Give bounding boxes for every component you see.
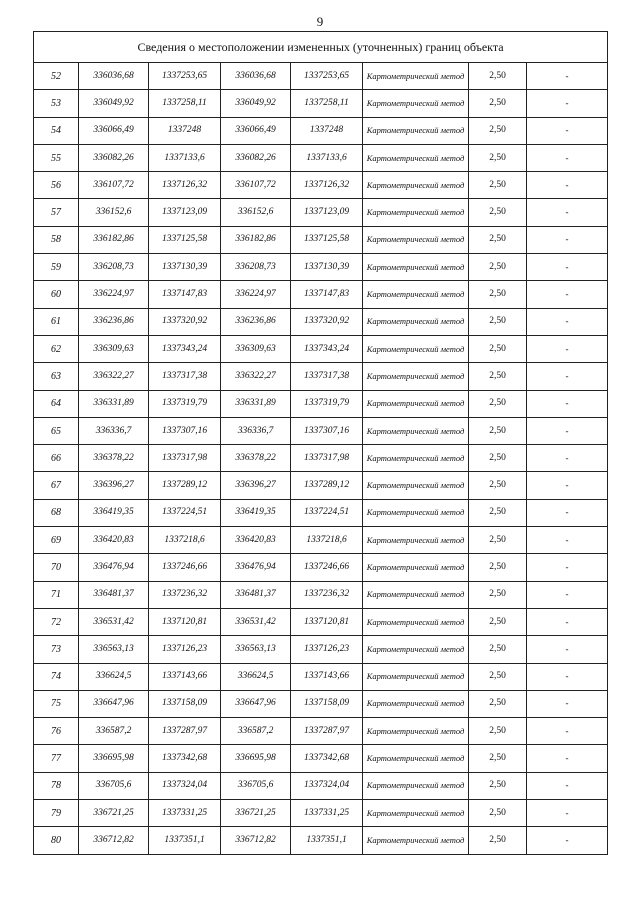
accuracy-cell: 2,50 xyxy=(469,800,527,827)
y-existing-cell: 1337331,25 xyxy=(149,800,221,827)
description-cell: - xyxy=(527,199,608,226)
accuracy-cell: 2,50 xyxy=(469,90,527,117)
table-row xyxy=(34,827,608,854)
table-row xyxy=(34,90,608,117)
x-existing-cell: 336322,27 xyxy=(79,363,149,390)
method-cell: Картометрический метод xyxy=(363,390,469,417)
y-existing-cell: 1337125,58 xyxy=(149,226,221,253)
x-existing-cell: 336208,73 xyxy=(79,254,149,281)
x-existing-cell: 336049,92 xyxy=(79,90,149,117)
description-cell: - xyxy=(527,745,608,772)
description-cell: - xyxy=(527,308,608,335)
y-existing-cell: 1337307,16 xyxy=(149,417,221,444)
y-new-cell: 1337224,51 xyxy=(291,499,363,526)
point-number-cell: 64 xyxy=(34,390,79,417)
x-existing-cell: 336309,63 xyxy=(79,335,149,362)
method-cell: Картометрический метод xyxy=(363,636,469,663)
description-cell: - xyxy=(527,527,608,554)
description-cell: - xyxy=(527,144,608,171)
x-existing-cell: 336624,5 xyxy=(79,663,149,690)
description-cell: - xyxy=(527,800,608,827)
point-number-cell: 78 xyxy=(34,772,79,799)
x-new-cell: 336476,94 xyxy=(221,554,291,581)
table-row xyxy=(34,308,608,335)
point-number-cell: 61 xyxy=(34,308,79,335)
table-row xyxy=(34,499,608,526)
y-existing-cell: 1337123,09 xyxy=(149,199,221,226)
x-new-cell: 336208,73 xyxy=(221,254,291,281)
accuracy-cell: 2,50 xyxy=(469,335,527,362)
y-new-cell: 1337343,24 xyxy=(291,335,363,362)
point-number-cell: 56 xyxy=(34,172,79,199)
y-new-cell: 1337317,98 xyxy=(291,445,363,472)
description-cell: - xyxy=(527,63,608,90)
y-new-cell: 1337126,32 xyxy=(291,172,363,199)
y-existing-cell: 1337253,65 xyxy=(149,63,221,90)
description-cell: - xyxy=(527,554,608,581)
accuracy-cell: 2,50 xyxy=(469,718,527,745)
y-new-cell: 1337236,32 xyxy=(291,581,363,608)
accuracy-cell: 2,50 xyxy=(469,608,527,635)
description-cell: - xyxy=(527,608,608,635)
table-row xyxy=(34,690,608,717)
y-existing-cell: 1337320,92 xyxy=(149,308,221,335)
accuracy-cell: 2,50 xyxy=(469,417,527,444)
method-cell: Картометрический метод xyxy=(363,800,469,827)
x-new-cell: 336378,22 xyxy=(221,445,291,472)
table-row xyxy=(34,417,608,444)
y-new-cell: 1337130,39 xyxy=(291,254,363,281)
x-new-cell: 336705,6 xyxy=(221,772,291,799)
x-existing-cell: 336481,37 xyxy=(79,581,149,608)
description-cell: - xyxy=(527,636,608,663)
table-row xyxy=(34,608,608,635)
description-cell: - xyxy=(527,499,608,526)
method-cell: Картометрический метод xyxy=(363,499,469,526)
x-existing-cell: 336224,97 xyxy=(79,281,149,308)
y-new-cell: 1337324,04 xyxy=(291,772,363,799)
method-cell: Картометрический метод xyxy=(363,417,469,444)
accuracy-cell: 2,50 xyxy=(469,472,527,499)
method-cell: Картометрический метод xyxy=(363,581,469,608)
x-new-cell: 336624,5 xyxy=(221,663,291,690)
accuracy-cell: 2,50 xyxy=(469,63,527,90)
table-row xyxy=(34,718,608,745)
method-cell: Картометрический метод xyxy=(363,472,469,499)
y-new-cell: 1337248 xyxy=(291,117,363,144)
point-number-cell: 60 xyxy=(34,281,79,308)
method-cell: Картометрический метод xyxy=(363,663,469,690)
x-existing-cell: 336695,98 xyxy=(79,745,149,772)
x-new-cell: 336152,6 xyxy=(221,199,291,226)
y-new-cell: 1337120,81 xyxy=(291,608,363,635)
y-existing-cell: 1337133,6 xyxy=(149,144,221,171)
y-existing-cell: 1337317,38 xyxy=(149,363,221,390)
description-cell: - xyxy=(527,772,608,799)
method-cell: Картометрический метод xyxy=(363,226,469,253)
description-cell: - xyxy=(527,718,608,745)
x-existing-cell: 336396,27 xyxy=(79,472,149,499)
accuracy-cell: 2,50 xyxy=(469,390,527,417)
description-cell: - xyxy=(527,281,608,308)
x-new-cell: 336420,83 xyxy=(221,527,291,554)
description-cell: - xyxy=(527,472,608,499)
point-number-cell: 54 xyxy=(34,117,79,144)
x-existing-cell: 336378,22 xyxy=(79,445,149,472)
description-cell: - xyxy=(527,390,608,417)
table-row xyxy=(34,117,608,144)
accuracy-cell: 2,50 xyxy=(469,745,527,772)
x-existing-cell: 336066,49 xyxy=(79,117,149,144)
method-cell: Картометрический метод xyxy=(363,335,469,362)
point-number-cell: 59 xyxy=(34,254,79,281)
table-row xyxy=(34,172,608,199)
x-new-cell: 336647,96 xyxy=(221,690,291,717)
y-existing-cell: 1337351,1 xyxy=(149,827,221,854)
y-new-cell: 1337287,97 xyxy=(291,718,363,745)
table-row xyxy=(34,663,608,690)
method-cell: Картометрический метод xyxy=(363,718,469,745)
x-existing-cell: 336705,6 xyxy=(79,772,149,799)
y-new-cell: 1337320,92 xyxy=(291,308,363,335)
table-row xyxy=(34,554,608,581)
point-number-cell: 77 xyxy=(34,745,79,772)
method-cell: Картометрический метод xyxy=(363,554,469,581)
y-existing-cell: 1337342,68 xyxy=(149,745,221,772)
x-existing-cell: 336082,26 xyxy=(79,144,149,171)
method-cell: Картометрический метод xyxy=(363,90,469,117)
point-number-cell: 76 xyxy=(34,718,79,745)
accuracy-cell: 2,50 xyxy=(469,690,527,717)
accuracy-cell: 2,50 xyxy=(469,226,527,253)
y-new-cell: 1337258,11 xyxy=(291,90,363,117)
accuracy-cell: 2,50 xyxy=(469,445,527,472)
point-number-cell: 70 xyxy=(34,554,79,581)
description-cell: - xyxy=(527,663,608,690)
y-new-cell: 1337158,09 xyxy=(291,690,363,717)
y-existing-cell: 1337158,09 xyxy=(149,690,221,717)
method-cell: Картометрический метод xyxy=(363,199,469,226)
accuracy-cell: 2,50 xyxy=(469,554,527,581)
description-cell: - xyxy=(527,335,608,362)
accuracy-cell: 2,50 xyxy=(469,636,527,663)
y-existing-cell: 1337130,39 xyxy=(149,254,221,281)
x-existing-cell: 336236,86 xyxy=(79,308,149,335)
table-row xyxy=(34,472,608,499)
x-new-cell: 336331,89 xyxy=(221,390,291,417)
description-cell: - xyxy=(527,581,608,608)
x-existing-cell: 336563,13 xyxy=(79,636,149,663)
table-row xyxy=(34,363,608,390)
accuracy-cell: 2,50 xyxy=(469,144,527,171)
accuracy-cell: 2,50 xyxy=(469,827,527,854)
x-new-cell: 336563,13 xyxy=(221,636,291,663)
x-new-cell: 336721,25 xyxy=(221,800,291,827)
x-new-cell: 336396,27 xyxy=(221,472,291,499)
x-new-cell: 336082,26 xyxy=(221,144,291,171)
description-cell: - xyxy=(527,226,608,253)
description-cell: - xyxy=(527,172,608,199)
method-cell: Картометрический метод xyxy=(363,772,469,799)
table-row xyxy=(34,800,608,827)
accuracy-cell: 2,50 xyxy=(469,663,527,690)
x-new-cell: 336224,97 xyxy=(221,281,291,308)
y-existing-cell: 1337343,24 xyxy=(149,335,221,362)
point-number-cell: 69 xyxy=(34,527,79,554)
y-new-cell: 1337289,12 xyxy=(291,472,363,499)
table-row xyxy=(34,335,608,362)
x-existing-cell: 336476,94 xyxy=(79,554,149,581)
table-row xyxy=(34,254,608,281)
point-number-cell: 79 xyxy=(34,800,79,827)
y-existing-cell: 1337319,79 xyxy=(149,390,221,417)
method-cell: Картометрический метод xyxy=(363,308,469,335)
point-number-cell: 65 xyxy=(34,417,79,444)
y-new-cell: 1337342,68 xyxy=(291,745,363,772)
point-number-cell: 73 xyxy=(34,636,79,663)
accuracy-cell: 2,50 xyxy=(469,199,527,226)
y-existing-cell: 1337287,97 xyxy=(149,718,221,745)
x-new-cell: 336036,68 xyxy=(221,63,291,90)
method-cell: Картометрический метод xyxy=(363,144,469,171)
x-new-cell: 336107,72 xyxy=(221,172,291,199)
y-existing-cell: 1337147,83 xyxy=(149,281,221,308)
y-new-cell: 1337218,6 xyxy=(291,527,363,554)
description-cell: - xyxy=(527,417,608,444)
description-cell: - xyxy=(527,117,608,144)
y-new-cell: 1337351,1 xyxy=(291,827,363,854)
accuracy-cell: 2,50 xyxy=(469,772,527,799)
table-title: Сведения о местоположении измененных (уточненных) границ объекта xyxy=(34,32,608,63)
x-existing-cell: 336420,83 xyxy=(79,527,149,554)
y-existing-cell: 1337248 xyxy=(149,117,221,144)
table-row xyxy=(34,144,608,171)
description-cell: - xyxy=(527,445,608,472)
table-row xyxy=(34,445,608,472)
y-existing-cell: 1337143,66 xyxy=(149,663,221,690)
y-new-cell: 1337246,66 xyxy=(291,554,363,581)
table-row xyxy=(34,527,608,554)
x-new-cell: 336419,35 xyxy=(221,499,291,526)
method-cell: Картометрический метод xyxy=(363,608,469,635)
y-new-cell: 1337126,23 xyxy=(291,636,363,663)
accuracy-cell: 2,50 xyxy=(469,499,527,526)
y-new-cell: 1337133,6 xyxy=(291,144,363,171)
x-existing-cell: 336336,7 xyxy=(79,417,149,444)
y-existing-cell: 1337126,23 xyxy=(149,636,221,663)
x-new-cell: 336481,37 xyxy=(221,581,291,608)
y-new-cell: 1337123,09 xyxy=(291,199,363,226)
point-number-cell: 55 xyxy=(34,144,79,171)
table-title-row xyxy=(34,32,608,63)
description-cell: - xyxy=(527,90,608,117)
boundary-coordinates-table xyxy=(33,31,608,855)
y-existing-cell: 1337317,98 xyxy=(149,445,221,472)
y-existing-cell: 1337120,81 xyxy=(149,608,221,635)
y-existing-cell: 1337126,32 xyxy=(149,172,221,199)
y-new-cell: 1337307,16 xyxy=(291,417,363,444)
method-cell: Картометрический метод xyxy=(363,827,469,854)
method-cell: Картометрический метод xyxy=(363,745,469,772)
accuracy-cell: 2,50 xyxy=(469,117,527,144)
description-cell: - xyxy=(527,690,608,717)
method-cell: Картометрический метод xyxy=(363,527,469,554)
table-row xyxy=(34,772,608,799)
x-existing-cell: 336721,25 xyxy=(79,800,149,827)
y-existing-cell: 1337224,51 xyxy=(149,499,221,526)
y-new-cell: 1337331,25 xyxy=(291,800,363,827)
x-new-cell: 336236,86 xyxy=(221,308,291,335)
x-new-cell: 336182,86 xyxy=(221,226,291,253)
y-new-cell: 1337125,58 xyxy=(291,226,363,253)
y-existing-cell: 1337289,12 xyxy=(149,472,221,499)
y-new-cell: 1337319,79 xyxy=(291,390,363,417)
point-number-cell: 58 xyxy=(34,226,79,253)
method-cell: Картометрический метод xyxy=(363,445,469,472)
method-cell: Картометрический метод xyxy=(363,63,469,90)
point-number-cell: 66 xyxy=(34,445,79,472)
y-existing-cell: 1337324,04 xyxy=(149,772,221,799)
table-row xyxy=(34,581,608,608)
y-new-cell: 1337147,83 xyxy=(291,281,363,308)
point-number-cell: 74 xyxy=(34,663,79,690)
accuracy-cell: 2,50 xyxy=(469,172,527,199)
method-cell: Картометрический метод xyxy=(363,172,469,199)
point-number-cell: 75 xyxy=(34,690,79,717)
y-existing-cell: 1337246,66 xyxy=(149,554,221,581)
point-number-cell: 53 xyxy=(34,90,79,117)
point-number-cell: 57 xyxy=(34,199,79,226)
table-body xyxy=(34,63,608,855)
x-existing-cell: 336107,72 xyxy=(79,172,149,199)
x-new-cell: 336336,7 xyxy=(221,417,291,444)
x-existing-cell: 336182,86 xyxy=(79,226,149,253)
y-new-cell: 1337317,38 xyxy=(291,363,363,390)
x-existing-cell: 336152,6 xyxy=(79,199,149,226)
accuracy-cell: 2,50 xyxy=(469,308,527,335)
x-existing-cell: 336531,42 xyxy=(79,608,149,635)
point-number-cell: 68 xyxy=(34,499,79,526)
table-row xyxy=(34,745,608,772)
x-existing-cell: 336036,68 xyxy=(79,63,149,90)
description-cell: - xyxy=(527,254,608,281)
point-number-cell: 67 xyxy=(34,472,79,499)
accuracy-cell: 2,50 xyxy=(469,363,527,390)
description-cell: - xyxy=(527,827,608,854)
table-row xyxy=(34,226,608,253)
x-existing-cell: 336647,96 xyxy=(79,690,149,717)
y-new-cell: 1337143,66 xyxy=(291,663,363,690)
x-new-cell: 336531,42 xyxy=(221,608,291,635)
x-existing-cell: 336331,89 xyxy=(79,390,149,417)
x-new-cell: 336322,27 xyxy=(221,363,291,390)
point-number-cell: 52 xyxy=(34,63,79,90)
x-existing-cell: 336587,2 xyxy=(79,718,149,745)
point-number-cell: 62 xyxy=(34,335,79,362)
table-row xyxy=(34,199,608,226)
point-number-cell: 63 xyxy=(34,363,79,390)
table-row xyxy=(34,63,608,90)
x-new-cell: 336587,2 xyxy=(221,718,291,745)
x-new-cell: 336695,98 xyxy=(221,745,291,772)
method-cell: Картометрический метод xyxy=(363,281,469,308)
x-new-cell: 336309,63 xyxy=(221,335,291,362)
point-number-cell: 71 xyxy=(34,581,79,608)
method-cell: Картометрический метод xyxy=(363,690,469,717)
x-new-cell: 336066,49 xyxy=(221,117,291,144)
accuracy-cell: 2,50 xyxy=(469,254,527,281)
x-existing-cell: 336419,35 xyxy=(79,499,149,526)
description-cell: - xyxy=(527,363,608,390)
table-row xyxy=(34,281,608,308)
y-existing-cell: 1337236,32 xyxy=(149,581,221,608)
method-cell: Картометрический метод xyxy=(363,363,469,390)
y-existing-cell: 1337258,11 xyxy=(149,90,221,117)
accuracy-cell: 2,50 xyxy=(469,527,527,554)
accuracy-cell: 2,50 xyxy=(469,581,527,608)
point-number-cell: 72 xyxy=(34,608,79,635)
x-existing-cell: 336712,82 xyxy=(79,827,149,854)
x-new-cell: 336049,92 xyxy=(221,90,291,117)
table-row xyxy=(34,390,608,417)
y-new-cell: 1337253,65 xyxy=(291,63,363,90)
point-number-cell: 80 xyxy=(34,827,79,854)
method-cell: Картометрический метод xyxy=(363,117,469,144)
page-number: 9 xyxy=(316,14,324,29)
accuracy-cell: 2,50 xyxy=(469,281,527,308)
x-new-cell: 336712,82 xyxy=(221,827,291,854)
table-row xyxy=(34,636,608,663)
method-cell: Картометрический метод xyxy=(363,254,469,281)
y-existing-cell: 1337218,6 xyxy=(149,527,221,554)
